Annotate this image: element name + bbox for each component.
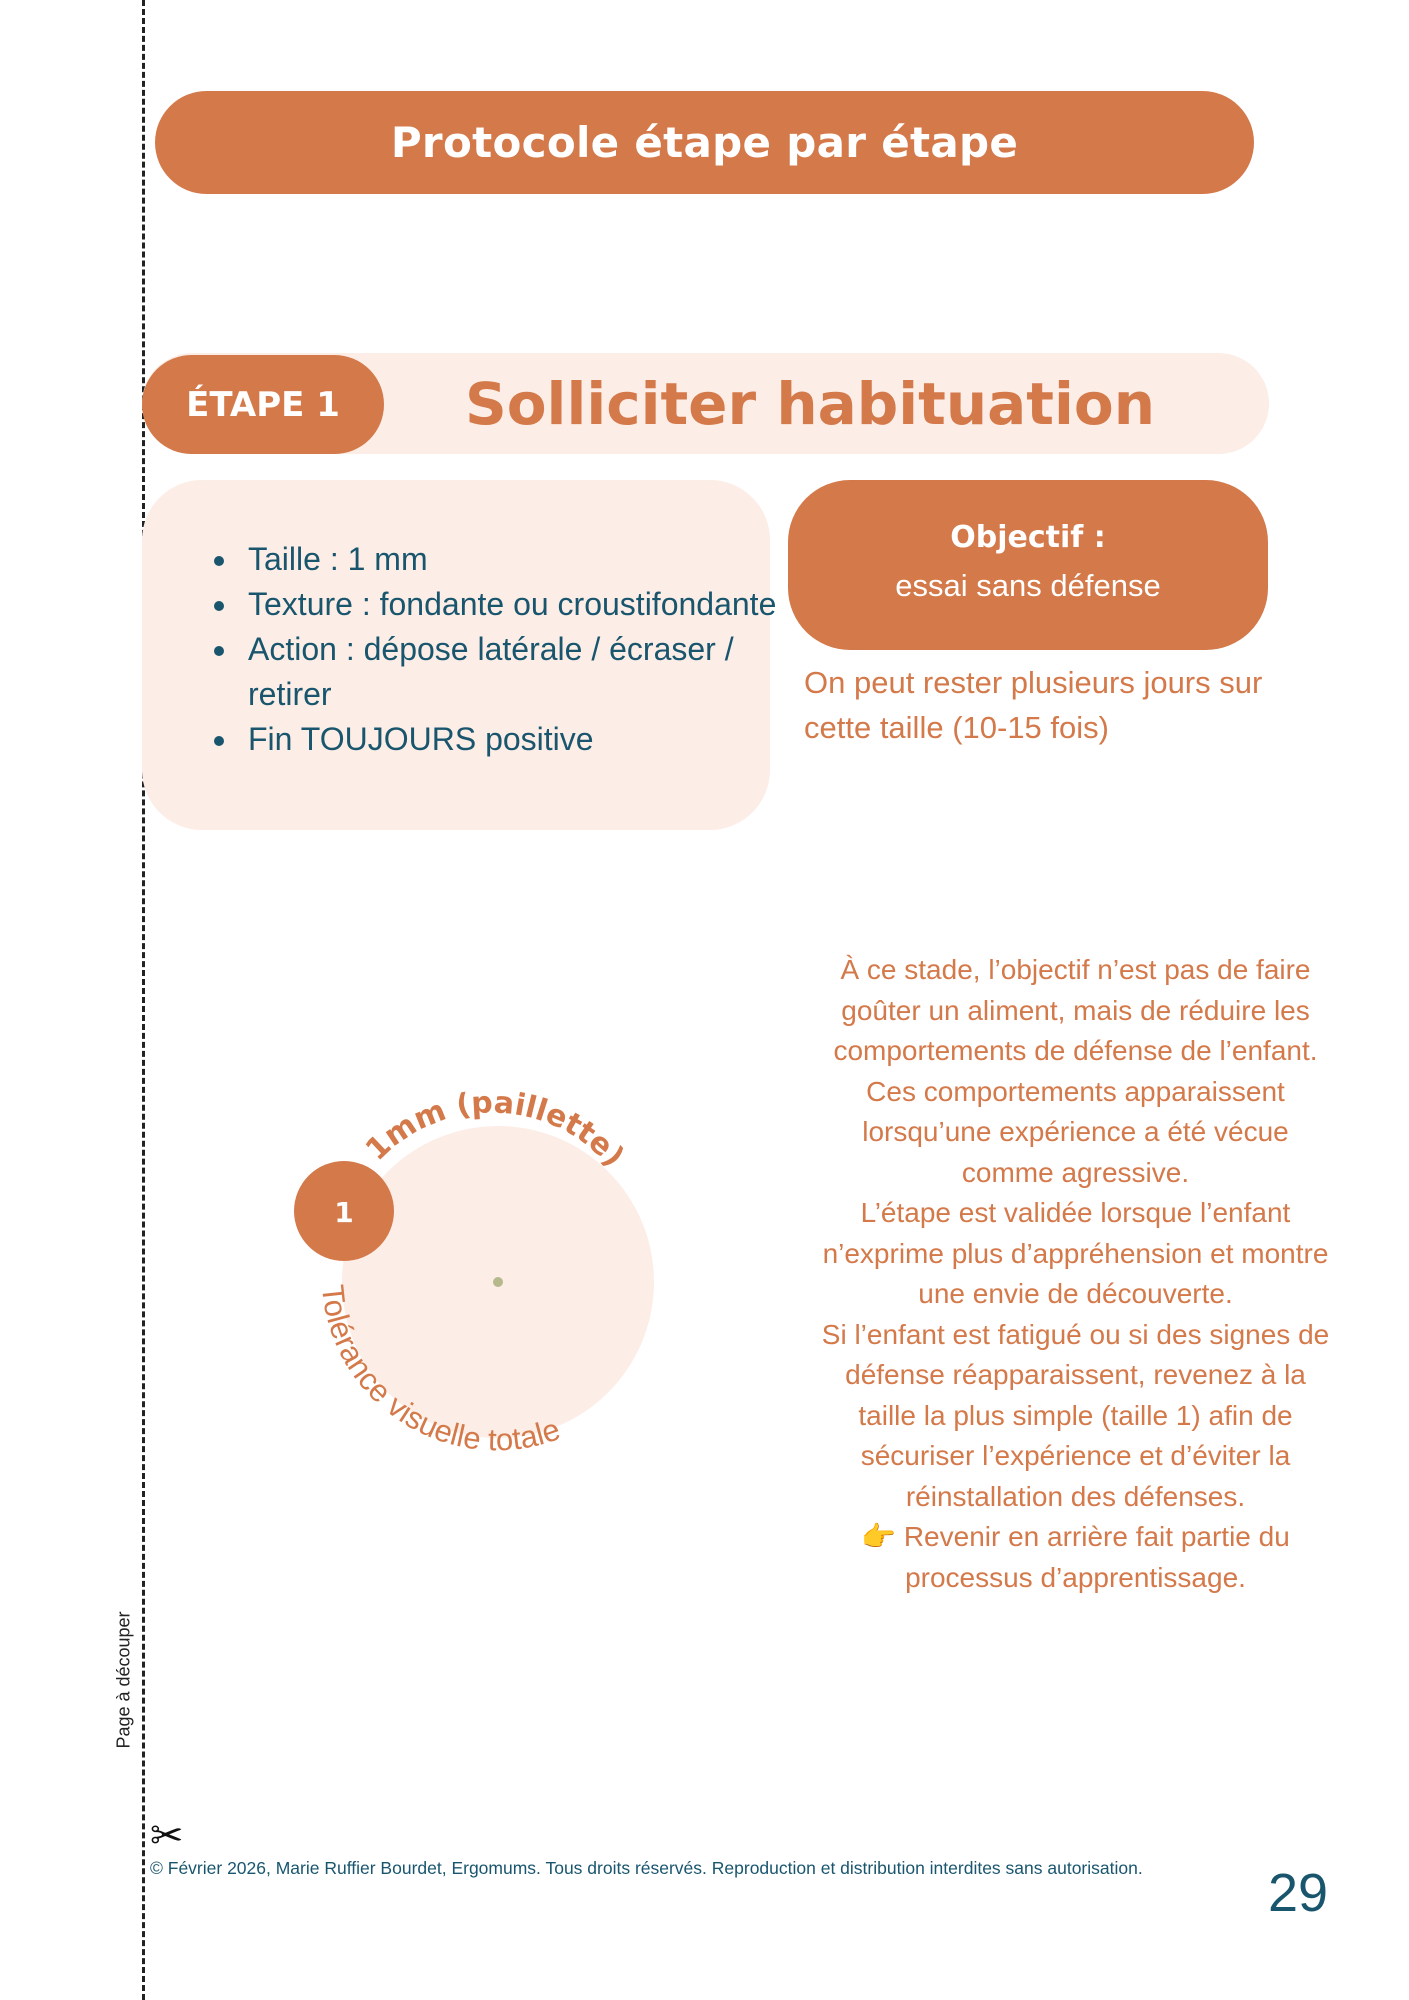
page-number: 29 bbox=[1268, 1863, 1329, 1923]
size-visual bbox=[280, 1060, 680, 1480]
goal-card bbox=[788, 480, 1268, 650]
cut-label: Page à découper bbox=[113, 1611, 134, 1749]
criteria-item-size: • Taille : 1 mm bbox=[240, 537, 780, 582]
explanation-final-line bbox=[778, 1517, 1373, 1558]
goal-note: On peut rester plusieurs jours sur cette taille (10-15 fois) bbox=[804, 665, 1263, 745]
explanation-line: comportements de défense de l’enfant. bbox=[833, 1035, 1318, 1066]
copyright-notice: © Février 2026, Marie Ruffier Bourdet, Ergomums. Tous droits réservés. Reproduction et distribution interdites sans autorisation. bbox=[150, 1858, 1143, 1878]
criteria-item-ending: • Fin TOUJOURS positive bbox=[240, 717, 780, 762]
step-title: Solliciter habituation bbox=[464, 369, 1156, 438]
explanation-line: goûter un aliment, mais de réduire les bbox=[841, 994, 1310, 1026]
tolerance-label-path: Tolérance visuelle totale bbox=[314, 1283, 565, 1458]
explanation-line: L’étape est validée lorsque l’enfant bbox=[860, 1197, 1291, 1228]
size-dot bbox=[493, 1277, 503, 1287]
criteria-item-action: • Action : dépose latérale / écraser / retirer bbox=[240, 627, 780, 717]
explanation-line: Ces comportements apparaissent bbox=[866, 1075, 1285, 1107]
size-label-path: 1mm (paillette) bbox=[359, 1085, 631, 1174]
step-badge-label: ÉTAPE 1 bbox=[186, 384, 340, 425]
explanation-line: taille la plus simple (taille 1) afin de bbox=[858, 1399, 1293, 1431]
size-number: 1 bbox=[334, 1196, 354, 1229]
explanation-line: défense réapparaissent, revenez à la bbox=[845, 1359, 1306, 1390]
explanation-line: comme agressive. bbox=[961, 1156, 1190, 1188]
explanation-line: Si l’enfant est fatigué ou si des signes de bbox=[821, 1318, 1330, 1350]
explanation-line: À ce stade, l’objectif n’est pas de faire bbox=[840, 954, 1311, 985]
pointing-hand-icon: 👉 bbox=[861, 1521, 897, 1552]
criteria-list bbox=[200, 537, 780, 762]
explanation-line: réinstallation des défenses. bbox=[905, 1480, 1246, 1512]
step-badge bbox=[142, 355, 384, 454]
explanation-line: sécuriser l’expérience et d’éviter la bbox=[860, 1440, 1291, 1471]
goal-label: Objectif : bbox=[950, 520, 1106, 555]
explanation-line: n’exprime plus d’appréhension et montre bbox=[822, 1237, 1329, 1269]
scissors-icon: ✂ bbox=[150, 1813, 184, 1859]
header-banner bbox=[155, 91, 1254, 194]
goal-text: essai sans défense bbox=[895, 568, 1161, 603]
explanation-line: processus d’apprentissage. bbox=[905, 1561, 1246, 1593]
explanation-line: une envie de découverte. bbox=[918, 1278, 1233, 1309]
explanation-final-text: Revenir en arrière fait partie du bbox=[903, 1521, 1290, 1552]
explanation-block bbox=[778, 950, 1373, 1598]
page-title: Protocole étape par étape bbox=[390, 118, 1019, 167]
explanation-line: lorsqu’une expérience a été vécue bbox=[862, 1116, 1289, 1147]
criteria-item-texture: • Texture : fondante ou croustifondante bbox=[240, 582, 780, 627]
cut-line bbox=[142, 0, 145, 2000]
